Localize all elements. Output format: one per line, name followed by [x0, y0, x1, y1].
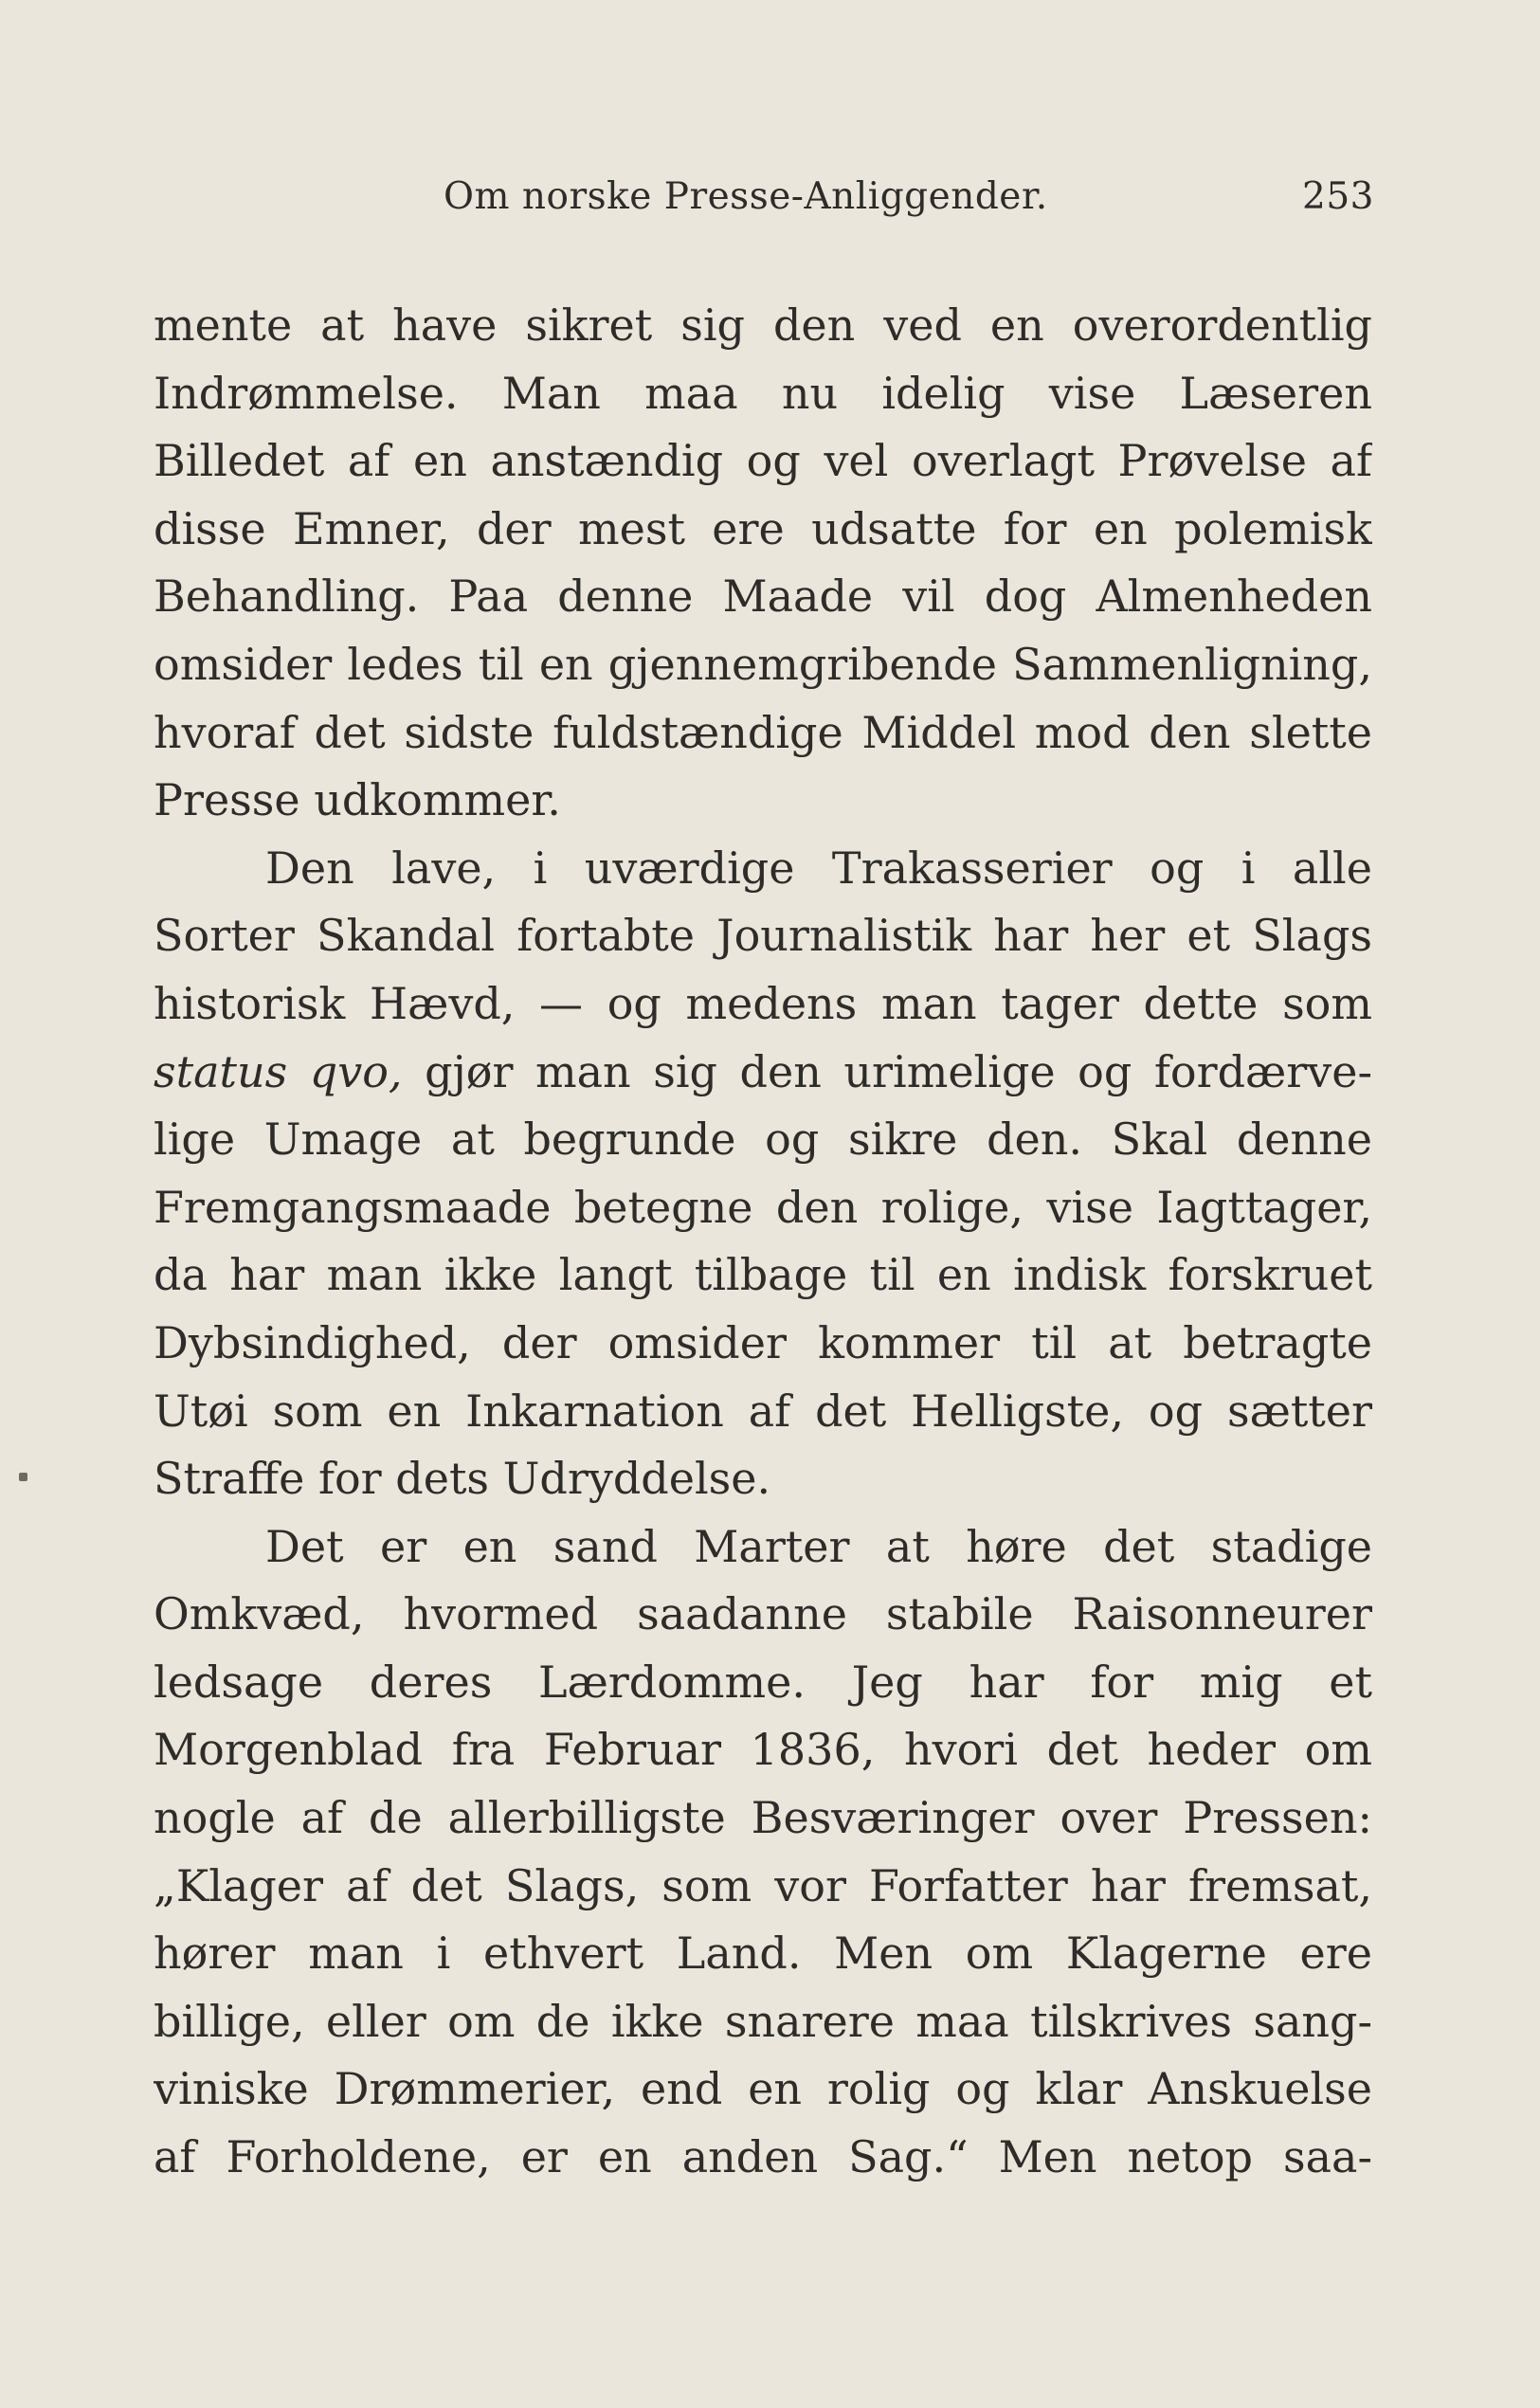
text-line-rest: gjør man sig den urimelige og fordærve-: [425, 1045, 1372, 1097]
text-line: Utøi som en Inkarnation af det Helligste, og sætter: [154, 1385, 1372, 1437]
text-line: viniske Drømmerier, end en rolig og klar Anskuelse: [154, 2063, 1372, 2115]
text-line: mente at have sikret sig den ved en overordentlig: [154, 299, 1372, 351]
text-line: Straffe for dets Udryddelse.: [154, 1453, 771, 1505]
text-line: da har man ikke langt tilbage til en indisk forskruet: [154, 1249, 1372, 1301]
body-text: [154, 292, 1372, 2192]
text-line: Billedet af en anstændig og vel overlagt Prøvelse af: [154, 435, 1372, 487]
text-line: lige Umage at begrunde og sikre den. Skal denne: [154, 1113, 1372, 1166]
margin-mark: [19, 1473, 27, 1481]
text-line: af Forholdene, er en anden Sag.“ Men netop saa-: [154, 2131, 1372, 2183]
text-line: hvoraf det sidste fuldstændige Middel mod den slette: [154, 706, 1372, 758]
text-line: „Klager af det Slags, som vor Forfatter har fremsat,: [154, 1859, 1372, 1911]
text-line: Morgenblad fra Februar 1836, hvori det heder om: [154, 1724, 1372, 1776]
text-line: Fremgangsmaade betegne den rolige, vise Iagttager,: [154, 1181, 1372, 1233]
text-line: Presse udkommer.: [154, 774, 561, 826]
page-number: 253: [1302, 175, 1374, 218]
running-head: [444, 175, 1374, 223]
text-line: Indrømmelse. Man maa nu idelig vise Læseren: [154, 367, 1372, 419]
text-line: disse Emner, der mest ere udsatte for en polemisk: [154, 502, 1372, 554]
text-line: ledsage deres Lærdomme. Jeg har for mig et: [154, 1656, 1372, 1708]
italic-phrase: status qvo,: [154, 1045, 403, 1097]
text-line: Den lave, i uværdige Trakasserier og i alle: [265, 842, 1372, 894]
text-line: Dybsindighed, der omsider kommer til at betragte: [154, 1316, 1372, 1368]
text-line: hører man i ethvert Land. Men om Klagerne ere: [154, 1928, 1372, 1980]
text-line: Behandling. Paa denne Maade vil dog Almenheden: [154, 570, 1372, 623]
text-line: billige, eller om de ikke snarere maa tilskrives sang-: [154, 1995, 1372, 2047]
text-line-with-italic: [154, 1039, 1372, 1107]
text-line: Omkvæd, hvormed saadanne stabile Raisonneurer: [154, 1588, 1372, 1640]
text-line: Sorter Skandal fortabte Journalistik har her et Slags: [154, 910, 1372, 962]
text-line: historisk Hævd, — og medens man tager dette som: [154, 977, 1372, 1029]
text-line: nogle af de allerbilligste Besværinger over Pressen:: [154, 1792, 1372, 1844]
text-line: Det er en sand Marter at høre det stadige: [265, 1520, 1372, 1572]
text-line: omsider ledes til en gjennemgribende Sammenligning,: [154, 638, 1372, 690]
running-head-title: Om norske Presse-Anliggender.: [444, 175, 1048, 218]
